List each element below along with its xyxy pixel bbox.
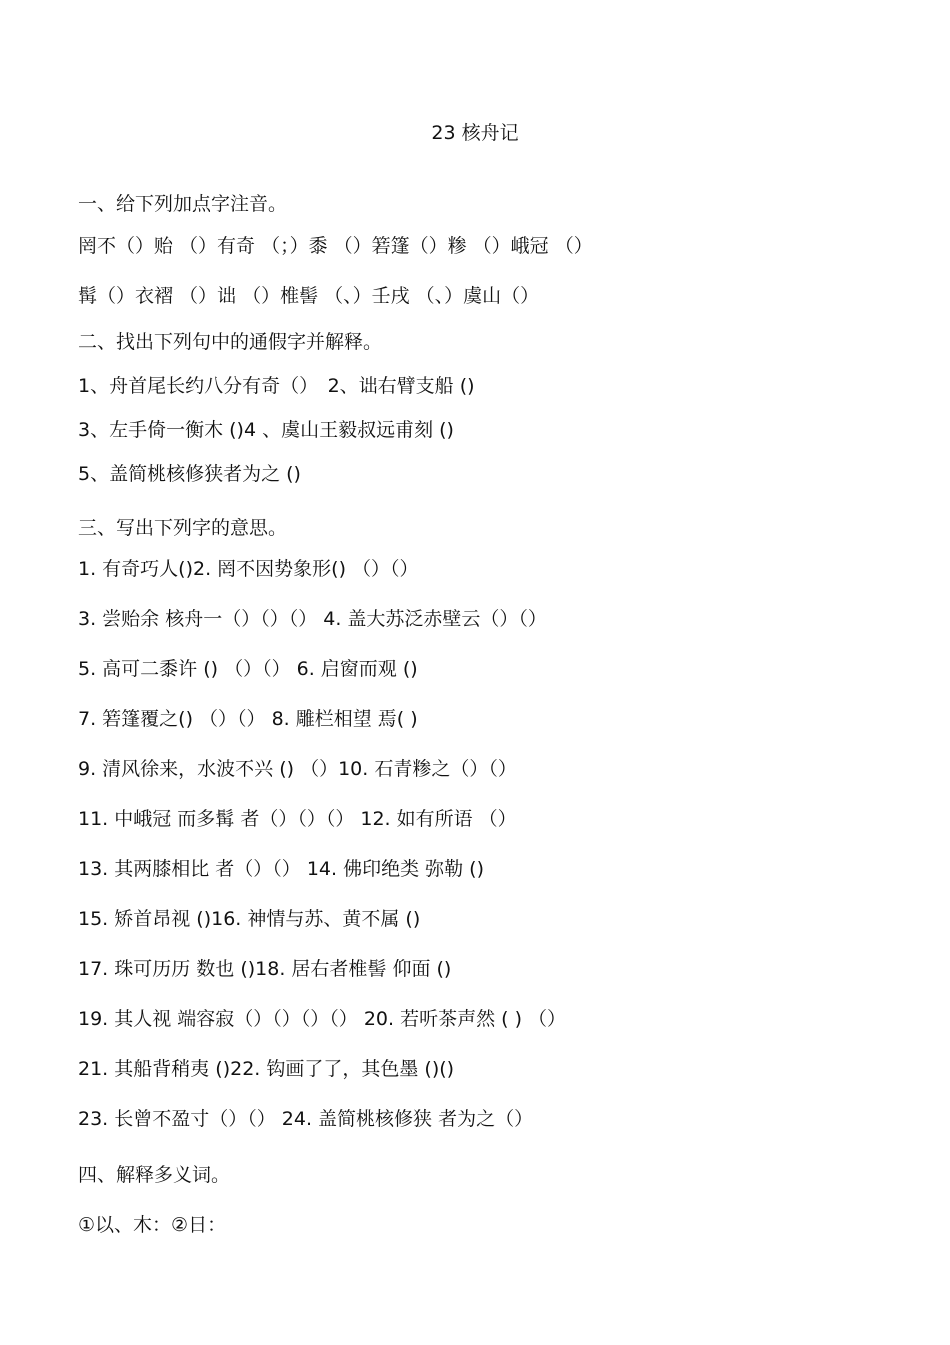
section-3-heading: 三、写出下列字的意思。 [78,517,288,539]
section-2-heading: 二、找出下列句中的通假字并解释。 [78,331,383,353]
meaning-line-2: 3. 尝贻余 核舟一（）（）（） 4. 盖大苏泛赤壁云（）（） [78,608,547,630]
pinyin-line-1: 罔不（）贻 （）有奇 （；）黍 （）箬篷（）糁 （）峨冠 （） [78,235,593,257]
meaning-line-3: 5. 高可二黍许 () （）（） 6. 启窗而观 () [78,658,418,680]
meaning-line-12: 23. 长曾不盈寸（）（） 24. 盖简桃核修狭 者为之（） [78,1108,534,1130]
meaning-line-10: 19. 其人视 端容寂（）（）（）（） 20. 若听茶声然 ( ) （） [78,1008,567,1030]
meaning-line-11: 21. 其船背稍夷 ()22. 钩画了了，其色墨 ()() [78,1058,455,1080]
meaning-line-8: 15. 矫首昂视 ()16. 神情与苏、黄不属 () [78,908,421,930]
meaning-line-1: 1. 有奇巧人()2. 罔不因势象形() （）（） [78,558,419,580]
meaning-line-4: 7. 箬篷覆之() （）（） 8. 雕栏相望 焉( ) [78,708,418,730]
tongjia-line-2: 3、左手倚一衡木 ()4 、虞山王毅叔远甫刻 () [78,419,454,441]
meaning-line-7: 13. 其两膝相比 者（）（） 14. 佛印绝类 弥勒 () [78,858,484,880]
polysemy-line: ①以、木：②日： [78,1214,227,1236]
pinyin-line-2: 髯（）衣褶 （）诎 （）椎髻 （、）壬戌 （、）虞山（） [78,285,540,307]
page-title: 23 核舟记 [431,122,519,144]
meaning-line-9: 17. 珠可历历 数也 ()18. 居右者椎髻 仰面 () [78,958,452,980]
meaning-line-6: 11. 中峨冠 而多髯 者（）（）（） 12. 如有所语 （） [78,808,517,830]
section-1-heading: 一、给下列加点字注音。 [78,193,288,215]
tongjia-line-1: 1、舟首尾长约八分有奇（） 2、诎右臂支船 () [78,375,475,397]
section-4-heading: 四、解释多义词。 [78,1164,231,1186]
meaning-line-5: 9. 清风徐来，水波不兴 () （）10. 石青糁之（）（） [78,758,517,780]
tongjia-line-3: 5、盖简桃核修狭者为之 () [78,463,301,485]
